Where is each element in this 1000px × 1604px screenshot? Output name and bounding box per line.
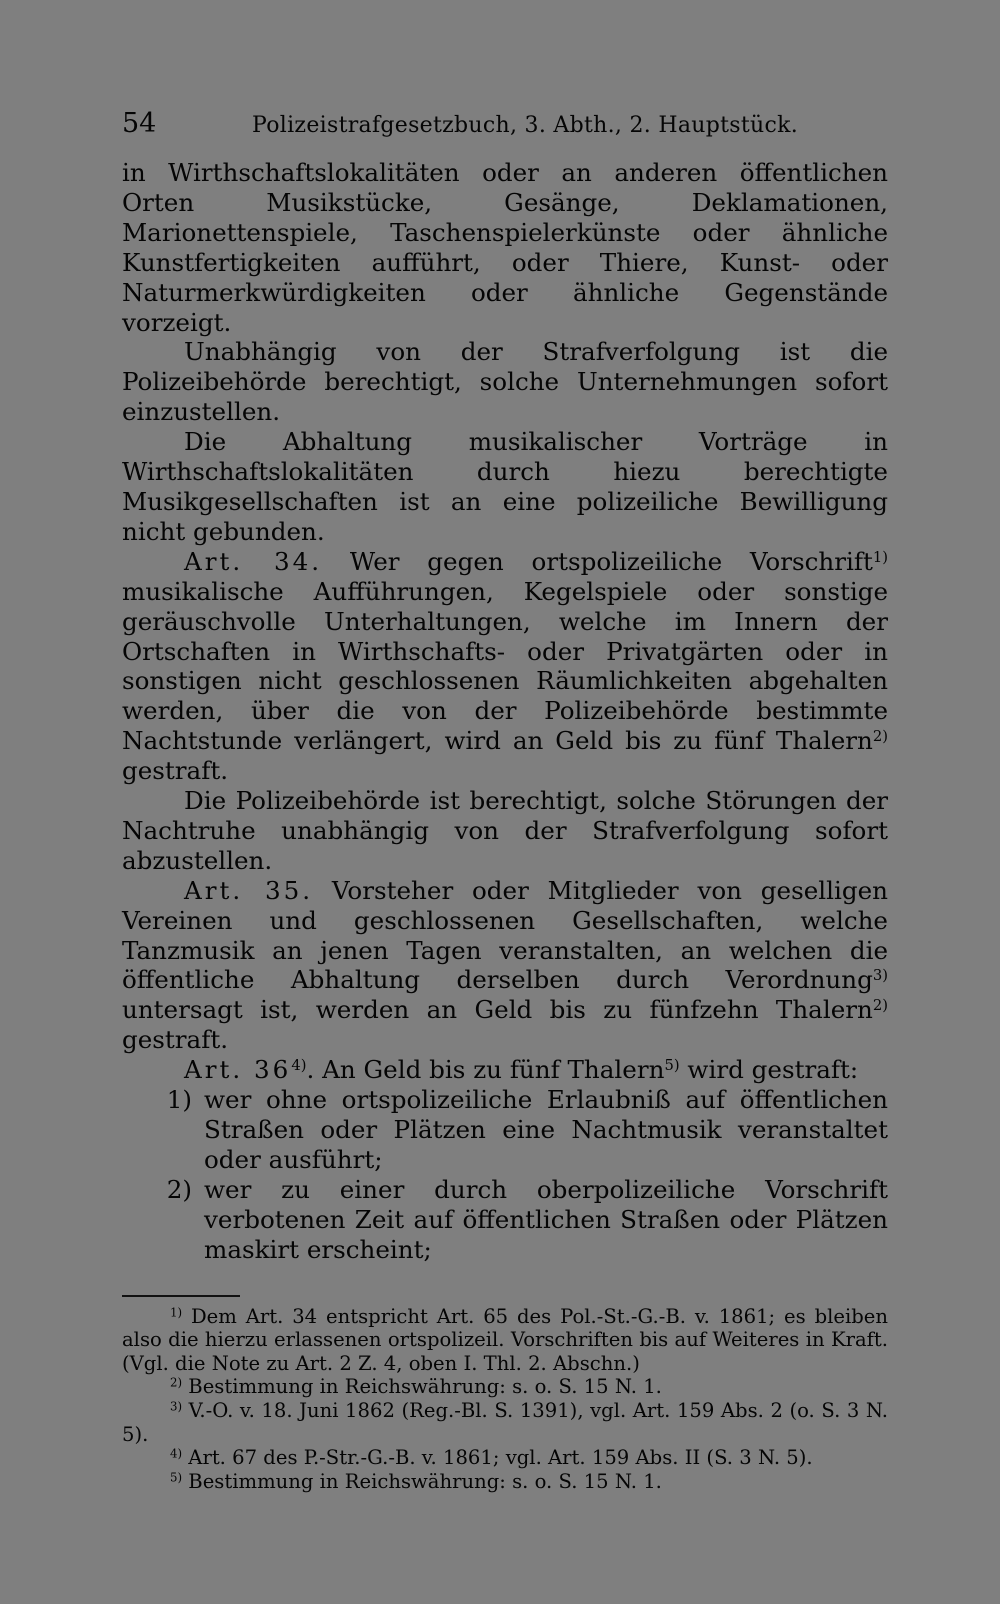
footnote	[122, 1305, 888, 1376]
footnote-mark: 1)	[170, 1305, 183, 1320]
footnote-text: Bestimmung in Reichswährung: s. o. S. 15 N. 1.	[188, 1375, 662, 1399]
footnote-ref: 1)	[872, 548, 888, 566]
footnote-text: Dem Art. 34 entspricht Art. 65 des Pol.-St.-G.-B. v. 1861; es bleiben also die hierzu erlassenen ortspolizeil. Vorschriften bis auf Weiteres in Kraft. (Vgl. die Note zu Art. 2 Z. 4, oben I. Thl. 2. Abschn.)	[122, 1304, 888, 1375]
paragraph: in Wirthschaftslokalitäten oder an anderen öffentlichen Orten Musikstücke, Gesänge, Deklamationen, Marionettenspiele, Taschenspielerkünste oder ähnliche Kunstfertigkeiten aufführt, oder Thiere, Kunst- oder Naturmerkwürdigkeiten oder ähnliche Gegenstände vorzeigt.	[122, 158, 888, 337]
list-item	[122, 1085, 888, 1175]
footnote-text: V.-O. v. 18. Juni 1862 (Reg.-Bl. S. 1391), vgl. Art. 159 Abs. 2 (o. S. 3 N. 5).	[122, 1398, 888, 1446]
footnote-ref: 3)	[872, 967, 888, 985]
footnotes	[122, 1305, 888, 1494]
article-text: wird gestraft:	[687, 1055, 859, 1085]
article-label: Art. 34.	[184, 546, 323, 576]
article-text: untersagt ist, werden an Geld bis zu fünfzehn Thalern	[122, 995, 873, 1025]
article-label: Art. 35.	[184, 875, 314, 905]
footnote-mark: 4)	[170, 1446, 183, 1461]
footnote-divider	[122, 1295, 240, 1297]
article-text: Wer gegen ortspolizeiliche Vorschrift	[349, 546, 873, 576]
footnote	[122, 1470, 888, 1494]
page-number: 54	[122, 108, 157, 139]
article-36	[122, 1055, 888, 1085]
footnote-mark: 2)	[170, 1375, 183, 1390]
article-35	[122, 876, 888, 1055]
footnote	[122, 1375, 888, 1399]
article-text: gestraft.	[122, 756, 229, 786]
paragraph: Unabhängig von der Strafverfolgung ist die Polizeibehörde berechtigt, solche Unternehmungen sofort einzustellen.	[122, 337, 888, 427]
footnote-ref: 5)	[664, 1057, 680, 1075]
footnote-ref: 2)	[872, 997, 888, 1015]
paragraph: Die Polizeibehörde ist berechtigt, solche Störungen der Nachtruhe unabhängig von der Strafverfolgung sofort abzustellen.	[122, 786, 888, 875]
running-title: Polizeistrafgesetzbuch, 3. Abth., 2. Hauptstück.	[252, 113, 799, 138]
footnote	[122, 1446, 888, 1470]
article-34	[122, 547, 888, 786]
footnote	[122, 1399, 888, 1446]
main-text	[122, 158, 888, 1265]
article-text: . An Geld bis zu fünf Thalern	[306, 1055, 665, 1085]
page-header	[122, 108, 888, 158]
list-text: wer zu einer durch oberpolizeiliche Vorschrift verbotenen Zeit auf öffentlichen Straßen oder Plätzen maskirt erscheint;	[204, 1174, 888, 1264]
article-text: musikalische Aufführungen, Kegelspiele oder sonstige geräuschvolle Unterhaltungen, welche im Innern der Ortschaften in Wirthschafts- oder Privatgärten oder in sonstigen nicht geschlossenen Räumlichkeiten abgehalten werden, über die von der Polizeibehörde bestimmte Nachtstunde verlängert, wird an Geld bis zu fünf Thalern	[122, 576, 888, 756]
footnote-ref: 2)	[872, 728, 888, 746]
paragraph: Die Abhaltung musikalischer Vorträge in Wirthschaftslokalitäten durch hiezu berechtigte Musikgesellschaften ist an eine polizeiliche Bewilligung nicht gebunden.	[122, 427, 888, 546]
footnote-text: Art. 67 des P.-Str.-G.-B. v. 1861; vgl. Art. 159 Abs. II (S. 3 N. 5).	[188, 1446, 813, 1470]
footnote-mark: 3)	[170, 1399, 183, 1414]
footnote-mark: 5)	[170, 1470, 183, 1485]
list-number: 1)	[166, 1085, 192, 1115]
list-item	[122, 1175, 888, 1265]
footnote-text: Bestimmung in Reichswährung: s. o. S. 15 N. 1.	[188, 1469, 662, 1493]
article-text: Vorsteher oder Mitglieder von geselligen Vereinen und geschlossenen Gesellschaften, welche Tanzmusik an jenen Tagen veranstalten, an welchen die öffentliche Abhaltung derselben durch Verordnung	[122, 875, 888, 995]
article-text: gestraft.	[122, 1025, 229, 1055]
footnote-ref: 4)	[291, 1057, 307, 1075]
article-label: Art. 36	[184, 1055, 292, 1085]
list-text: wer ohne ortspolizeiliche Erlaubniß auf öffentlichen Straßen oder Plätzen eine Nachtmusik veranstaltet oder ausführt;	[204, 1085, 888, 1174]
list-number: 2)	[166, 1174, 192, 1204]
